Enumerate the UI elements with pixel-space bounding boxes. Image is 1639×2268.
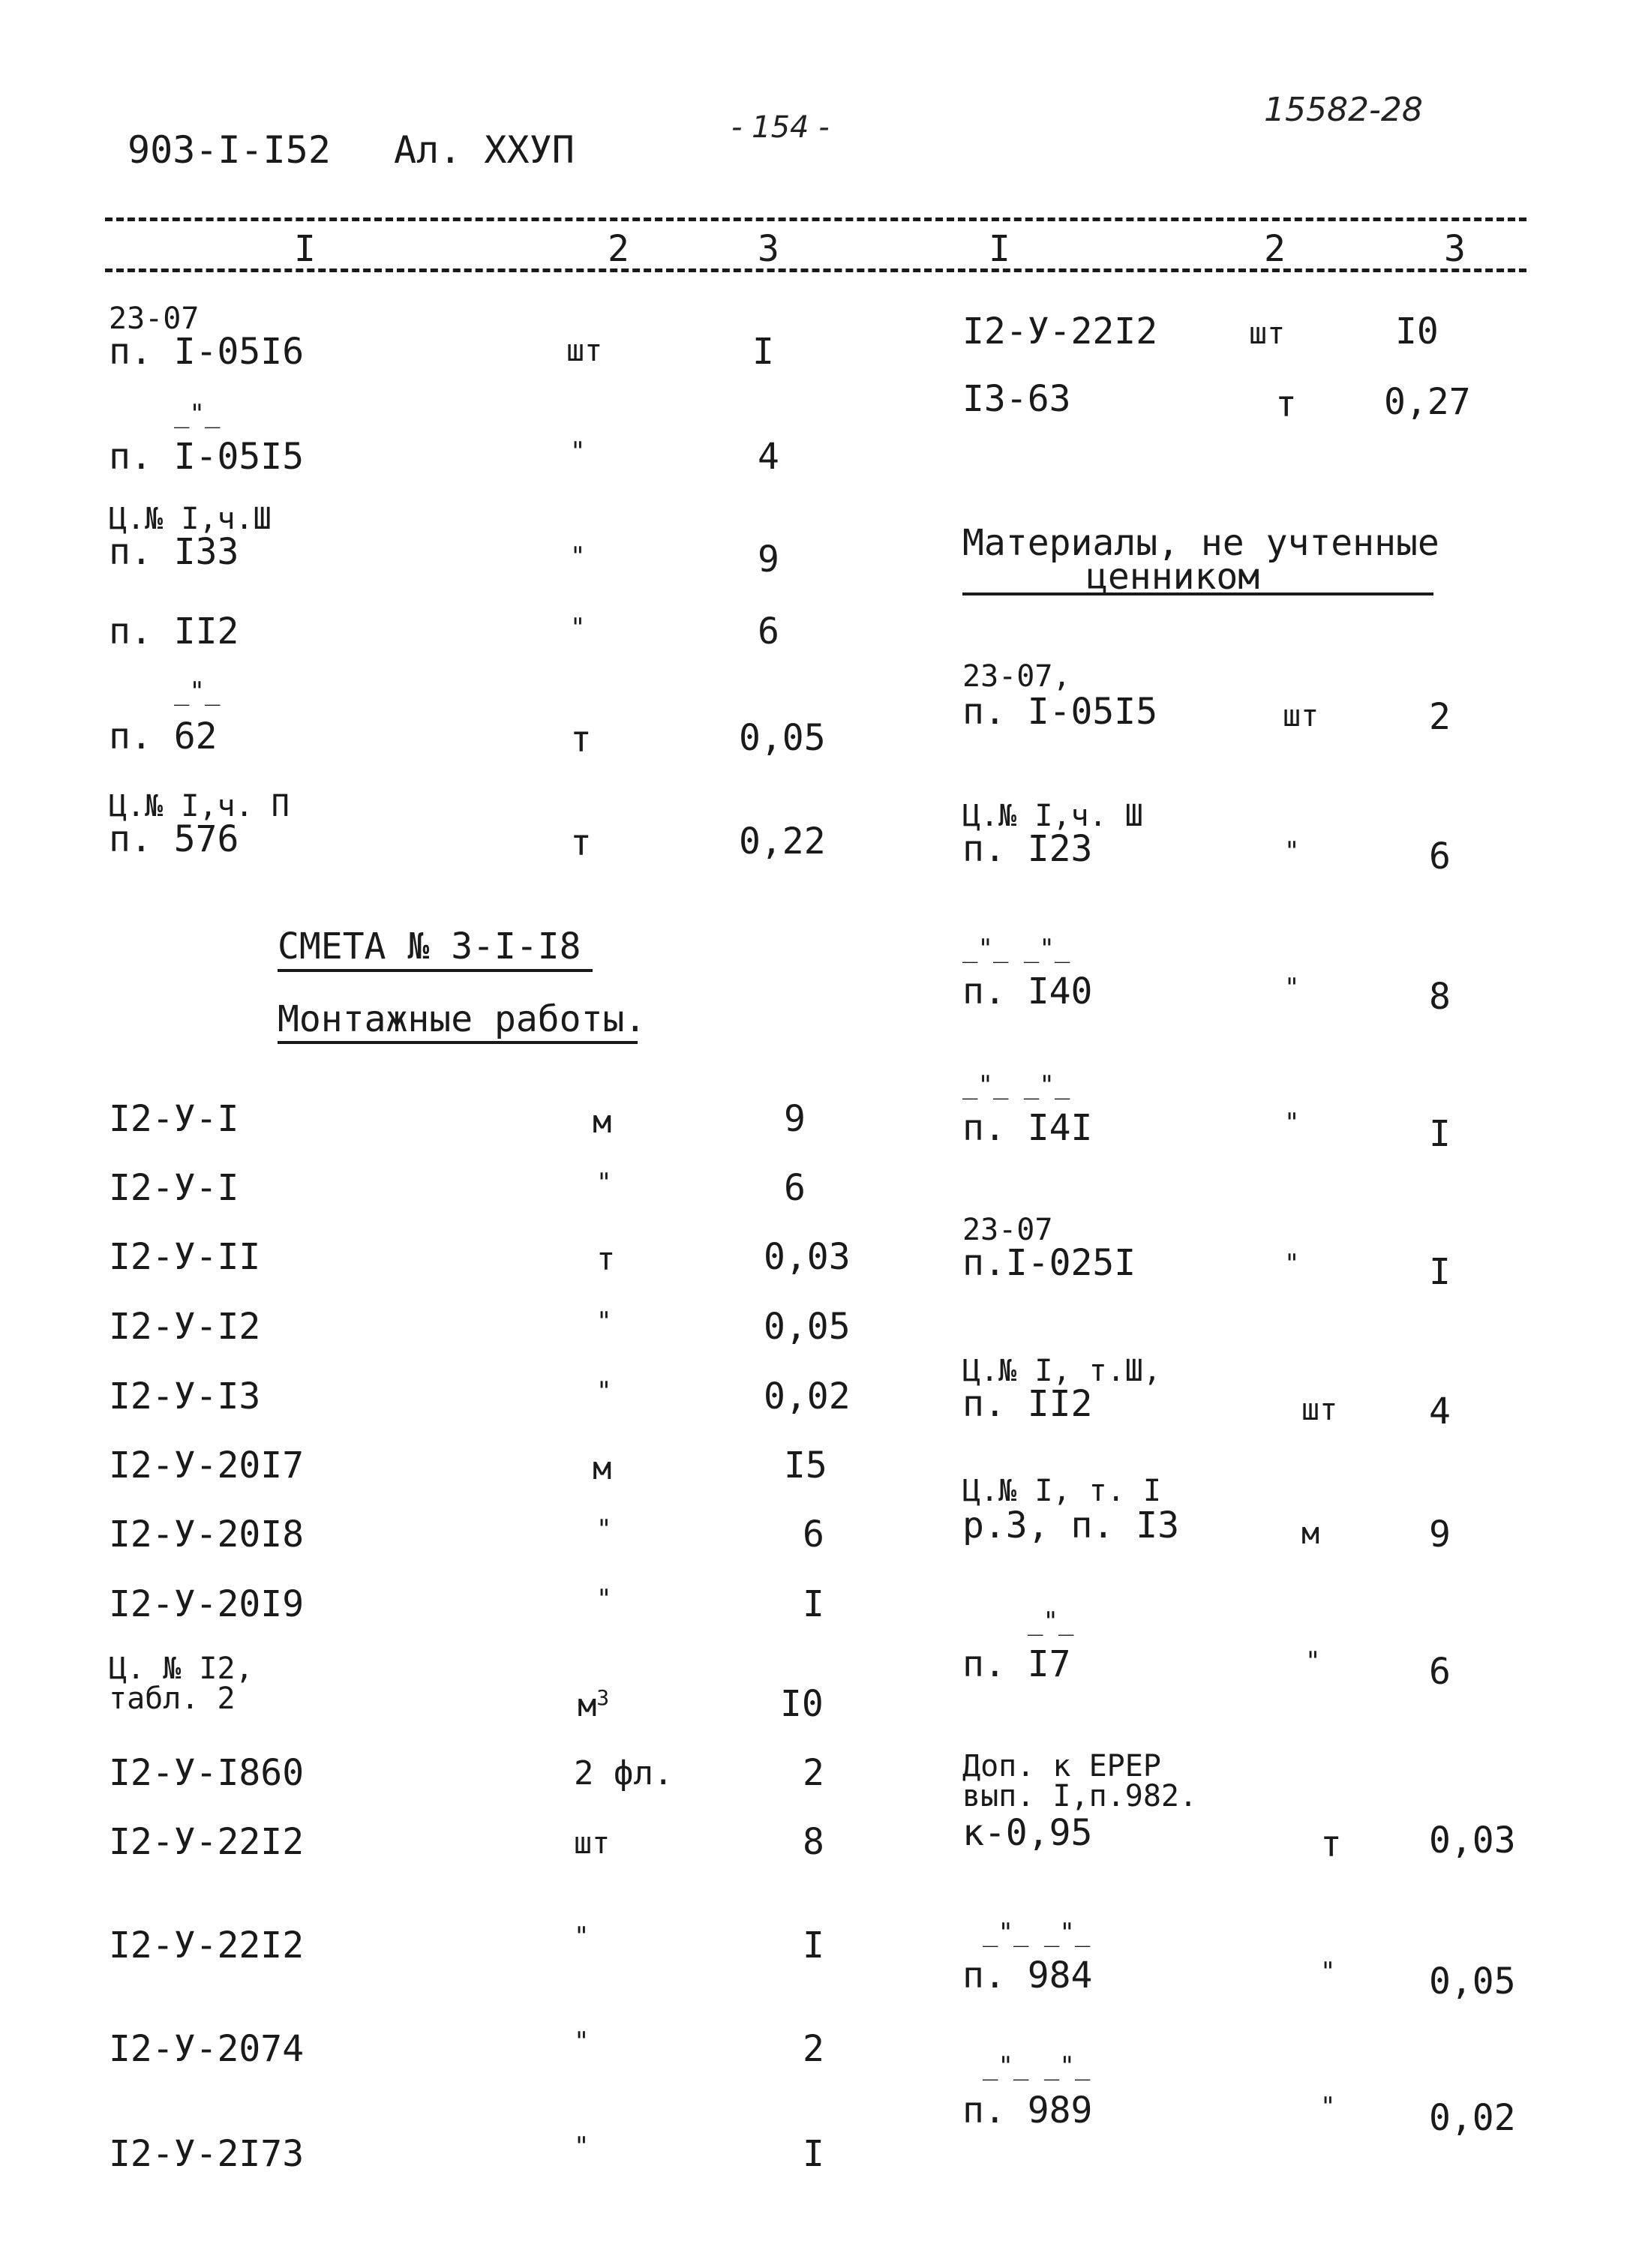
row-unit: " bbox=[574, 2132, 590, 2162]
row-unit: " bbox=[596, 1376, 612, 1406]
item-quantity: 0,05 bbox=[739, 717, 826, 759]
row-unit: шт bbox=[574, 1826, 611, 1861]
item-unit: " bbox=[1320, 2092, 1336, 2122]
row-unit: м bbox=[593, 1450, 612, 1486]
item-ref-line2: п. I33 bbox=[109, 531, 239, 573]
row-quantity: 0,03 bbox=[764, 1236, 851, 1278]
item-quantity: 2 bbox=[1429, 696, 1451, 738]
item-quantity: 6 bbox=[758, 610, 779, 652]
row-quantity: I bbox=[803, 1583, 824, 1625]
item-quantity: 0,02 bbox=[1429, 2097, 1516, 2139]
row-quantity: I0 bbox=[1395, 310, 1439, 352]
item-ref-line2: п. II2 bbox=[109, 610, 239, 652]
materials-heading-underline bbox=[962, 592, 1433, 596]
item-unit: " bbox=[1305, 1646, 1321, 1676]
row-code: I2-У-I2 bbox=[109, 1306, 261, 1348]
row-code: I2-У-2074 bbox=[109, 2028, 305, 2070]
item-quantity: 0,05 bbox=[1429, 1960, 1516, 2002]
item-ref-line1: Ц.№ I, т. I bbox=[962, 1474, 1161, 1508]
item-ref-line2: п. 62 bbox=[109, 716, 218, 758]
item-ref-line1: 23-07 bbox=[962, 1213, 1053, 1247]
row-code: I2-У-20I7 bbox=[109, 1444, 305, 1486]
col-header-2: 2 bbox=[608, 228, 629, 270]
col-header-5: 2 bbox=[1264, 228, 1286, 270]
item-ref-line2: п. I-05I5 bbox=[109, 436, 305, 478]
materials-heading: Материалы, не учтенные bbox=[962, 522, 1439, 564]
row-code-line2: табл. 2 bbox=[109, 1682, 236, 1716]
item-quantity: 9 bbox=[1429, 1514, 1451, 1556]
item-quantity: 9 bbox=[758, 538, 779, 580]
item-ref-line1: _"_ bbox=[1028, 1606, 1074, 1636]
item-unit: " bbox=[570, 436, 586, 466]
row-code: Ц. № I2, bbox=[109, 1652, 254, 1686]
materials-heading-line2: ценником bbox=[1086, 556, 1260, 598]
item-unit: " bbox=[1284, 973, 1300, 1003]
col-header-1: I bbox=[294, 228, 316, 270]
item-ref-line1: 23-07, bbox=[962, 659, 1071, 694]
item-unit: м bbox=[1301, 1516, 1320, 1551]
row-quantity: 9 bbox=[784, 1098, 806, 1140]
sheet-code: 15582-28 bbox=[1264, 91, 1423, 129]
row-code: I2-У-I860 bbox=[109, 1752, 305, 1794]
row-unit: " bbox=[596, 1584, 612, 1614]
row-unit: " bbox=[596, 1514, 612, 1544]
row-code: I2-У-20I8 bbox=[109, 1514, 305, 1556]
item-ref-line2: п. I-05I5 bbox=[962, 691, 1158, 733]
item-quantity: I bbox=[1429, 1251, 1451, 1293]
document-code: 903-I-I52 bbox=[128, 128, 331, 172]
item-unit: шт bbox=[566, 334, 603, 368]
item-unit: " bbox=[1320, 1957, 1336, 1987]
item-ref-line1: Ц.№ I, т.Ш, bbox=[962, 1354, 1161, 1388]
item-ref-line1: Ц.№ I,ч. Ш bbox=[962, 799, 1143, 833]
row-code: I2-У-I bbox=[109, 1098, 239, 1140]
item-ref-line1b: вып. I,п.982. bbox=[962, 1779, 1198, 1814]
row-quantity: 0,02 bbox=[764, 1376, 851, 1418]
item-ref-line1: _"_ _"_ bbox=[983, 1918, 1091, 1948]
row-code: I2-У-22I2 bbox=[109, 1924, 305, 1966]
item-ref-line2: п. I-05I6 bbox=[109, 331, 305, 373]
item-quantity: I bbox=[752, 331, 774, 373]
item-ref-line1: _"_ _"_ bbox=[983, 2051, 1091, 2081]
row-quantity: 0,27 bbox=[1384, 381, 1471, 423]
estimate-subtitle-underline bbox=[278, 1041, 638, 1044]
row-unit: м bbox=[593, 1103, 612, 1140]
item-unit: т bbox=[1320, 1823, 1342, 1865]
row-quantity: I5 bbox=[784, 1444, 827, 1486]
item-unit: шт bbox=[1283, 699, 1319, 734]
item-unit: " bbox=[570, 542, 586, 572]
item-quantity: 8 bbox=[1429, 976, 1451, 1018]
item-quantity: 0,03 bbox=[1429, 1820, 1516, 1862]
row-unit: " bbox=[596, 1306, 612, 1336]
row-quantity: I bbox=[803, 1924, 824, 1966]
item-ref-line2: п. I7 bbox=[962, 1643, 1071, 1685]
item-quantity: 6 bbox=[1429, 836, 1451, 878]
row-quantity: I bbox=[803, 2133, 824, 2175]
row-quantity: I0 bbox=[780, 1683, 824, 1725]
item-ref-line1: Ц.№ I,ч. П bbox=[109, 789, 290, 824]
item-ref-line2: п. II2 bbox=[962, 1383, 1093, 1425]
item-ref-line2: п. 984 bbox=[962, 1954, 1093, 1996]
row-quantity: 0,05 bbox=[764, 1306, 851, 1348]
row-code: I2-У-2I73 bbox=[109, 2133, 305, 2175]
item-ref-line2: п. I23 bbox=[962, 828, 1093, 870]
item-ref-line1: _"_ _"_ bbox=[962, 1070, 1070, 1100]
item-unit: т bbox=[570, 718, 592, 760]
item-ref-line1: 23-07 bbox=[109, 302, 200, 336]
header-rule-top bbox=[105, 218, 1526, 221]
item-unit: " bbox=[1284, 836, 1300, 866]
item-ref-line1: _"_ _"_ bbox=[962, 934, 1070, 964]
item-unit: " bbox=[1284, 1249, 1300, 1279]
item-ref-line2: п.I-025I bbox=[962, 1242, 1136, 1284]
row-code: I3-63 bbox=[962, 378, 1071, 420]
row-unit: т bbox=[1275, 383, 1297, 425]
page-number: - 154 - bbox=[731, 110, 830, 145]
item-ref-line2: п. 989 bbox=[962, 2090, 1093, 2132]
col-header-3: 3 bbox=[758, 228, 779, 270]
row-unit: " bbox=[574, 1922, 590, 1952]
item-ref-line1: Ц.№ I,ч.Ш bbox=[109, 502, 272, 536]
row-code: I2-У-II bbox=[109, 1236, 261, 1278]
item-unit: шт bbox=[1301, 1393, 1338, 1427]
row-quantity: 2 bbox=[803, 1752, 824, 1794]
item-unit: т bbox=[570, 822, 592, 864]
item-ref-line1: _"_ bbox=[174, 676, 221, 706]
item-quantity: 0,22 bbox=[739, 820, 826, 862]
row-quantity: 6 bbox=[803, 1514, 824, 1556]
item-ref-line2: п. I4I bbox=[962, 1107, 1093, 1149]
item-ref-line2: р.3, п. I3 bbox=[962, 1504, 1179, 1546]
row-quantity: 2 bbox=[803, 2028, 824, 2070]
item-ref-line2: п. 576 bbox=[109, 818, 239, 860]
item-unit: " bbox=[570, 613, 586, 643]
album-number: Ал. ХХУП bbox=[394, 128, 575, 172]
row-quantity: 6 bbox=[784, 1167, 806, 1209]
item-ref-line1: _"_ bbox=[174, 399, 221, 429]
item-ref-line2: п. I40 bbox=[962, 970, 1093, 1012]
row-unit: т bbox=[596, 1240, 616, 1277]
item-quantity: 4 bbox=[1429, 1390, 1451, 1432]
header-rule-bottom bbox=[105, 268, 1526, 272]
estimate-subtitle: Монтажные работы. bbox=[278, 998, 647, 1040]
col-header-6: 3 bbox=[1444, 228, 1466, 270]
row-unit: " bbox=[596, 1168, 612, 1198]
item-ref-line1: Доп. к ЕРЕР bbox=[962, 1749, 1161, 1784]
estimate-title: СМЕТА № 3-I-I8 bbox=[278, 926, 581, 968]
row-code: I2-У-20I9 bbox=[109, 1583, 305, 1625]
row-unit: 2 фл. bbox=[574, 1754, 674, 1792]
col-header-4: I bbox=[989, 228, 1010, 270]
estimate-title-underline bbox=[278, 969, 593, 972]
row-code: I2-У-22I2 bbox=[962, 310, 1158, 352]
row-code: I2-У-22I2 bbox=[109, 1821, 305, 1863]
item-quantity: 4 bbox=[758, 436, 779, 478]
row-code: I2-У-I3 bbox=[109, 1376, 261, 1418]
row-unit bbox=[578, 1685, 610, 1724]
row-unit: шт bbox=[1249, 316, 1286, 351]
unit-text: м bbox=[578, 1687, 597, 1724]
row-code: I2-У-I bbox=[109, 1167, 239, 1209]
item-unit: " bbox=[1284, 1108, 1300, 1138]
item-ref-line2: к-0,95 bbox=[962, 1812, 1093, 1854]
row-quantity: 8 bbox=[803, 1821, 824, 1863]
item-quantity: I bbox=[1429, 1113, 1451, 1155]
unit-superscript: 3 bbox=[596, 1685, 610, 1710]
row-unit: " bbox=[574, 2026, 590, 2056]
item-quantity: 6 bbox=[1429, 1651, 1451, 1693]
